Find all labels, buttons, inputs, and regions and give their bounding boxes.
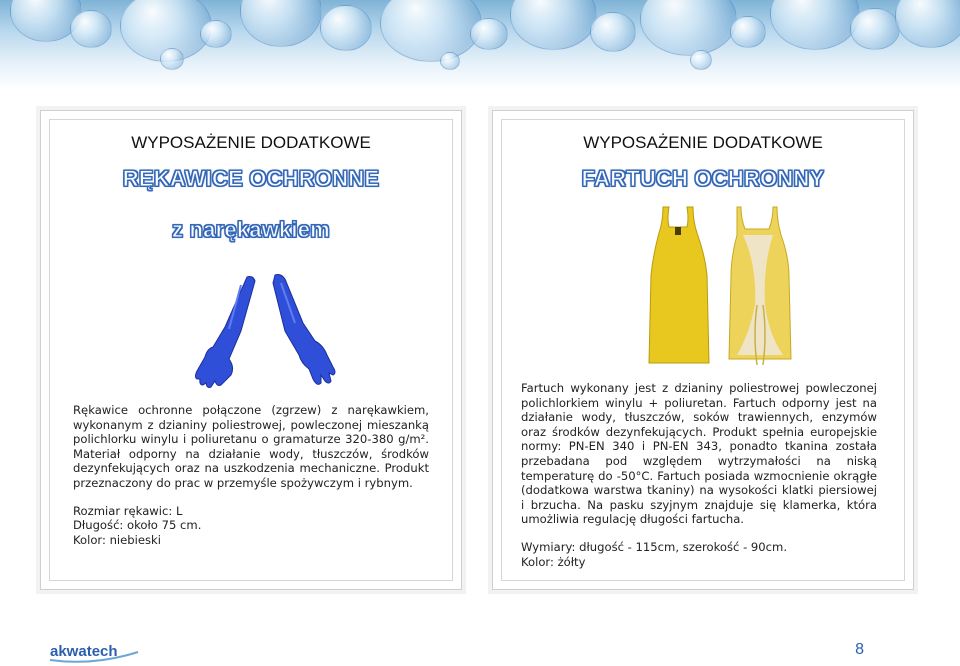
apron-description-block — [521, 381, 877, 569]
gloves-color: Kolor: niebieski — [73, 532, 161, 547]
gloves-subtitle: z narękawkiem — [172, 217, 330, 242]
gloves-panel — [40, 110, 462, 590]
apron-title: FARTUCH OCHRONNY — [581, 166, 825, 191]
gloves-description: Rękawice ochronne połączone (zgrzew) z narękawkiem, wykonanym z dzianiny poliestrowej, powleczonej mieszanką polichlorku winylu i poliuretanu o gramaturze 320-380 g/m². Materiał odporny na działanie wody, tłuszczów, środków dezynfekujących oraz na uszkodzenia mechaniczne. Produkt przeznaczony do prac w przemyśle spożywczym i rybnym. — [73, 403, 429, 490]
water-bubbles-header — [0, 0, 960, 90]
apron-dimensions: Wymiary: długość - 115cm, szerokość - 90cm. — [521, 539, 788, 554]
blue-gloves-image — [191, 271, 341, 389]
gloves-length: Długość: około 75 cm. — [73, 518, 202, 533]
apron-panel — [492, 110, 914, 590]
akwatech-logo — [48, 640, 140, 664]
apron-description: Fartuch wykonany jest z dzianiny poliestrowej powleczonej polichlorkiem winylu + poliuretan. Fartuch odporny jest na działanie wody, tłuszczów, soków trawiennych, enzymów oraz środków dezynfekujących. Produkt spełnia europejskie normy: PN-EN 340 i PN-EN 343, ponadto tkanina została przebadana pod względem wytrzymałości na niską temperaturę do -50°C. Fartuch posiada wzmocnienie okrągłe (dodatkowa warstwa tkaniny) na wysokości klatki piersiowej i brzucha. Na pasku szyjnym znajduje się klamerka, która umożliwia regulację długości fartucha. — [521, 381, 877, 527]
apron-color: Kolor: żółty — [521, 554, 586, 569]
logo-text: akwatech — [50, 643, 118, 660]
gloves-description-block — [73, 403, 429, 547]
gloves-heading: WYPOSAŻENIE DODATKOWE — [131, 133, 371, 152]
gloves-title: RĘKAWICE OCHRONNE — [122, 166, 380, 191]
apron-heading: WYPOSAŻENIE DODATKOWE — [583, 133, 823, 152]
page-number: 8 — [855, 641, 864, 658]
gloves-size: Rozmiar rękawic: L — [73, 503, 183, 518]
yellow-apron-image — [645, 205, 795, 365]
